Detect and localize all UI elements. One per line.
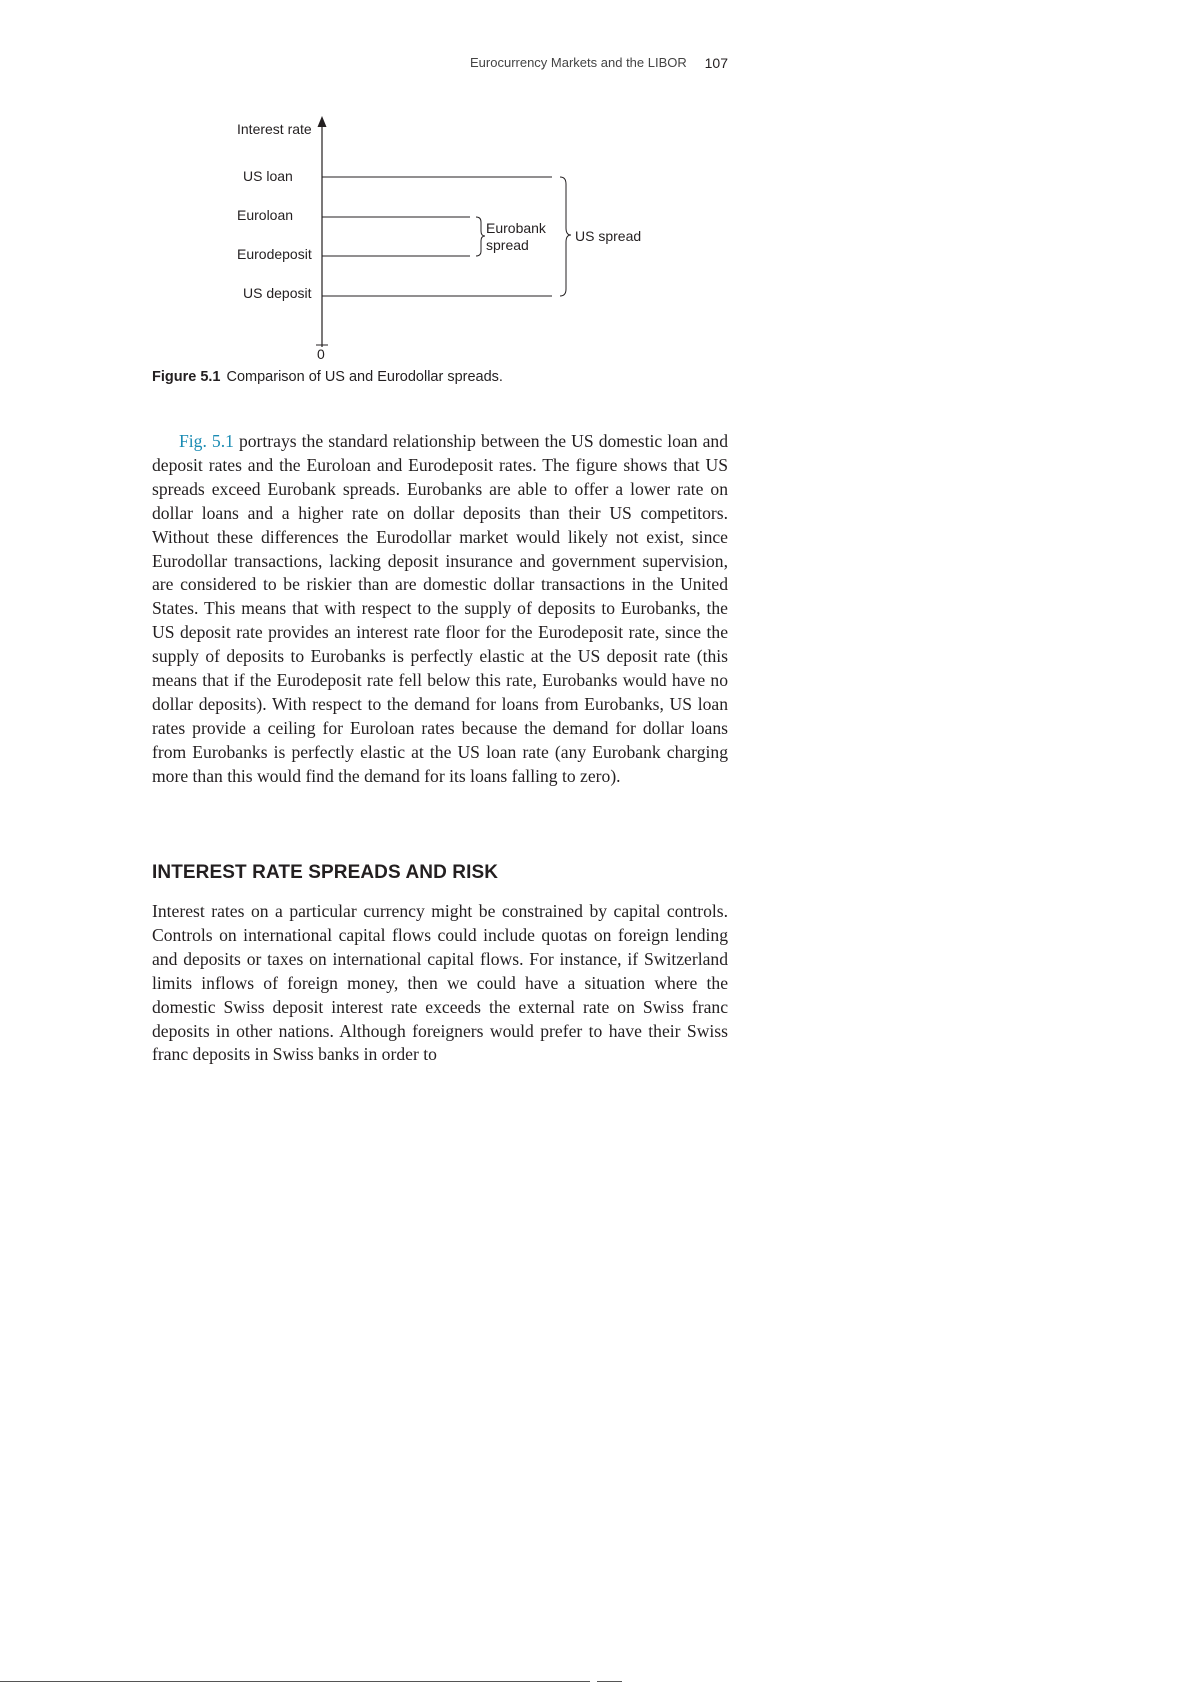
page-number: 107 (704, 55, 728, 71)
level-label-us-deposit: US deposit (243, 285, 312, 301)
section-heading: INTEREST RATE SPREADS AND RISK (152, 862, 499, 883)
level-label-euroloan: Euroloan (237, 207, 294, 223)
figure-caption (152, 369, 503, 385)
caption-label: Figure 5.1 (152, 369, 221, 385)
body-paragraph: Interest rates on a particular currency might be constrained by capital controls. Controls on international capital flows could include quotas on foreign lending and deposits or taxes on international capital flows. For instance, if Switzerland limits inflows of foreign money, then we could have a situation where the domestic Swiss deposit interest rate exceeds the external rate on Swiss franc deposits in other nations. Although foreigners would prefer to have their Swiss franc deposits in Swiss banks in order to (152, 901, 728, 1065)
level-label-us-loan: US loan (243, 168, 293, 184)
y-axis-label: Interest rate (237, 121, 312, 137)
body-paragraph (152, 430, 728, 789)
figure-reference-link[interactable]: Fig. 5.1 (179, 431, 234, 451)
paragraph-text: portrays the standard relationship between the US domestic loan and deposit rates and the Euroloan and Eurodeposit rates. The figure shows that US spreads exceed Eurobank spreads. Eurobanks are able to offer a lower rate on dollar loans and a higher rate on dollar deposits than their US competitors. Without these differences the Eurodollar market would likely not exist, since Eurodollar transactions, lacking deposit insurance and government supervision, are considered to be riskier than are domestic dollar transactions in the United States. This means that with respect to the supply of deposits to Eurobanks, the US deposit rate provides an interest rate floor for the Eurodeposit rate, since the supply of deposits to Eurobanks is perfectly elastic at the US deposit rate (this means that if the Eurodeposit rate fell below this rate, Eurobanks would have no dollar deposits). With respect to the demand for loans from Eurobanks, US loan rates provide a ceiling for Euroloan rates because the demand for dollar loans from Eurobanks is perfectly elastic at the US loan rate (any Eurobank charging more than this would find the demand for its loans falling to zero). (152, 431, 729, 786)
spread-diagram (0, 0, 1191, 370)
footer-rule-short (597, 1681, 622, 1682)
eurobank-spread-brace (476, 217, 485, 256)
us-spread-brace (560, 177, 571, 296)
level-label-eurodeposit: Eurodeposit (237, 246, 312, 262)
y-axis-arrowhead (318, 116, 327, 127)
eurobank-spread-label-line1: Eurobank (486, 220, 546, 236)
footer-rule (0, 1681, 590, 1682)
eurobank-spread-label-line2: spread (486, 237, 529, 253)
origin-label: 0 (317, 346, 325, 362)
us-spread-label: US spread (575, 228, 642, 244)
running-title: Eurocurrency Markets and the LIBOR (470, 55, 687, 70)
caption-text: Comparison of US and Eurodollar spreads. (226, 369, 503, 385)
